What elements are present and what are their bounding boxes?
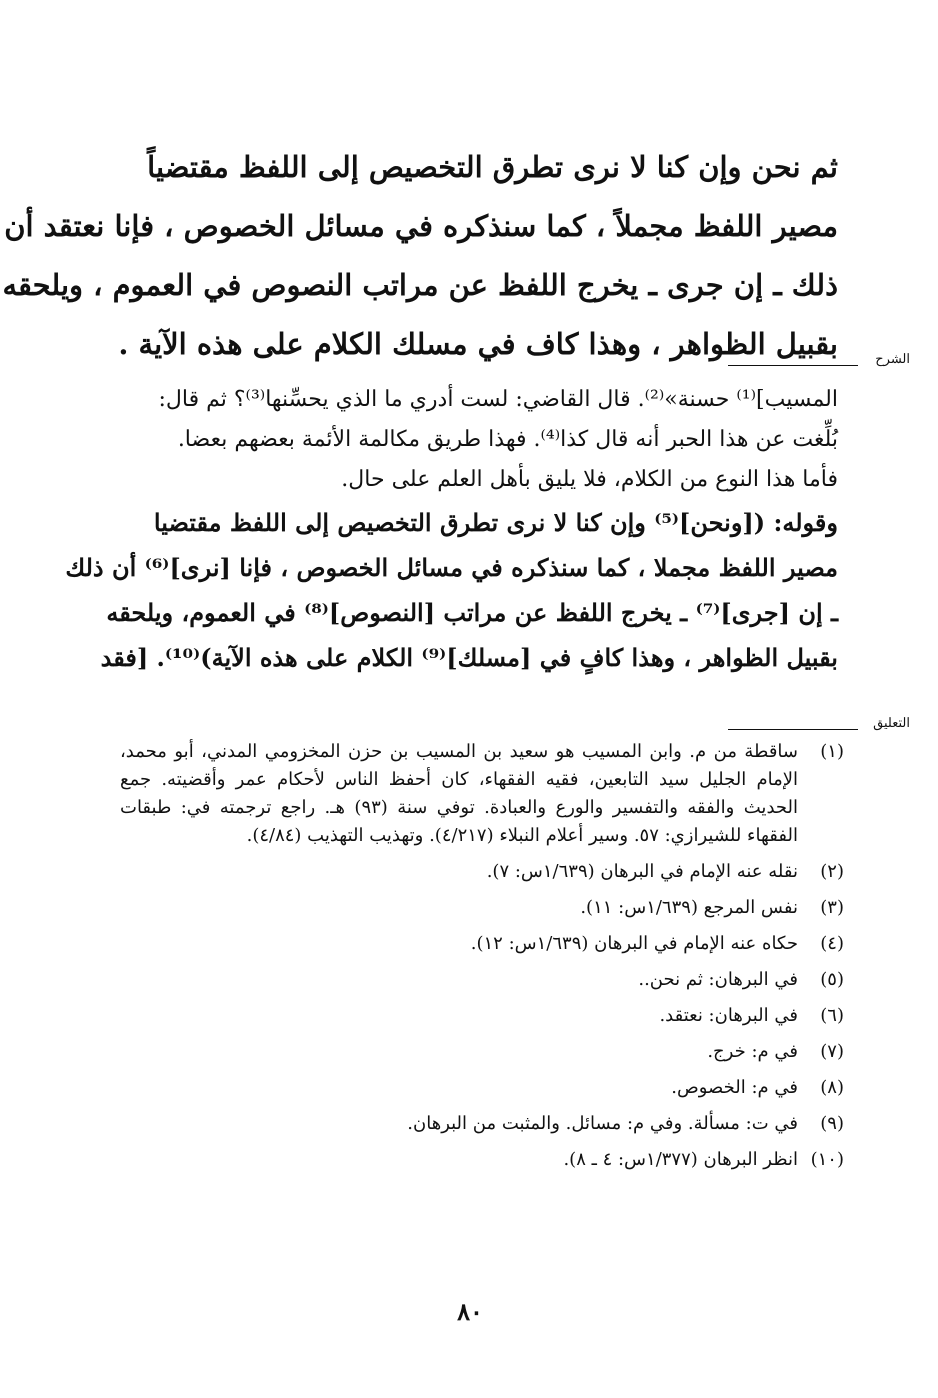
footnote-number: (٣)	[820, 897, 844, 918]
separator-rule	[728, 729, 858, 730]
footnote	[120, 1038, 844, 1066]
sharh-quoted-line: ـ إن [جرى]⁽⁷⁾ ـ يخرج اللفظ عن مراتب [النصوص]⁽⁸⁾ في العموم، ويلحقه	[106, 598, 838, 627]
taaliq-label: التعليق	[873, 716, 910, 731]
sharh-quoted-line: وقوله: ([ونحن]⁽⁵⁾ وإن كنا لا نرى تطرق التخصيص إلى اللفظ مقتضيا	[153, 508, 838, 537]
page-number: ٨٠	[457, 1297, 483, 1326]
footnote-text: حكاه عنه الإمام في البرهان (١/٦٣٩س: ١٢).	[470, 933, 798, 954]
sharh-section	[65, 380, 838, 680]
footnote-text: في م: خرج.	[707, 1041, 798, 1062]
sharh-quoted-line: مصير اللفظ مجملا ، كما سنذكره في مسائل الخصوص ، فإنا [نرى]⁽⁶⁾ أن ذلك	[65, 553, 838, 582]
footnote-text: في م: الخصوص.	[671, 1077, 798, 1098]
footnote-text: في البرهان: نعتقد.	[659, 1005, 798, 1026]
footnote	[120, 1002, 844, 1030]
footnote-number: (٩)	[820, 1113, 844, 1134]
footnote	[120, 894, 844, 922]
sharh-line: المسيب]⁽¹⁾ حسنة»⁽²⁾. قال القاضي: لست أدري ما الذي يحسِّنها⁽³⁾؟ ثم قال:	[158, 387, 838, 412]
footnote-text: انظر البرهان (١/٣٧٧س: ٤ ـ ٨).	[563, 1149, 798, 1170]
footnotes	[120, 738, 844, 1182]
footnote-text: نفس المرجع (١/٦٣٩س: ١١).	[580, 897, 798, 918]
sharh-line: بُلِّغت عن هذا الحبر أنه قال كذا⁽⁴⁾. فهذا طريق مكالمة الأئمة بعضهم بعضا.	[177, 427, 838, 452]
footnote	[120, 858, 844, 886]
footnote-number: (٢)	[820, 861, 844, 882]
main-text-line: ذلك ـ إن جرى ـ يخرج اللفظ عن مراتب النصوص في العموم ، ويلحقه	[2, 268, 838, 302]
footnote	[120, 1074, 844, 1102]
footnote-number: (٤)	[820, 933, 844, 954]
sharh-quoted-line: بقبيل الظواهر ، وهذا كافٍ في [مسلك]⁽⁹⁾ الكلام على هذه الآية)⁽¹⁰⁾. [فقد	[100, 643, 838, 672]
sharh-line: فأما هذا النوع من الكلام، فلا يليق بأهل العلم على حال.	[341, 467, 838, 492]
footnote	[120, 930, 844, 958]
sharh-separator	[0, 352, 938, 368]
footnote-number: (٨)	[820, 1077, 844, 1098]
footnote	[120, 1110, 844, 1138]
footnote-text: نقله عنه الإمام في البرهان (١/٦٣٩س: ٧).	[486, 861, 798, 882]
footnote-number: (١)	[820, 741, 844, 762]
main-text	[2, 138, 838, 374]
footnote	[120, 966, 844, 994]
footnote-number: (٧)	[820, 1041, 844, 1062]
sharh-label: الشرح	[875, 352, 910, 367]
footnote-text: في البرهان: ثم نحن..	[638, 969, 798, 990]
taaliq-separator	[0, 716, 938, 732]
main-text-line: بقبيل الظواهر ، وهذا كاف في مسلك الكلام على هذه الآية .	[118, 327, 838, 361]
footnote-number: (٥)	[820, 969, 844, 990]
footnote-text: ساقطة من م. وابن المسيب هو سعيد بن المسيب بن حزن المخزومي المدني، أبو محمد، الإمام الجليل سيد التابعين، فقيه الفقهاء، كان أحفظ الناس لأحكام عمر وأقضيته. جمع الحديث والفقه والتفسير والورع والعبادة. توفي سنة (٩٣) هـ. راجع ترجمته في: طبقات الفقهاء للشيرازي: ٥٧. وسير أعلام النبلاء (٤/٢١٧). وتهذيب التهذيب (٤/٨٤).	[120, 741, 798, 846]
footnote	[120, 738, 844, 850]
footnote-number: (١٠)	[810, 1149, 844, 1170]
main-text-line: مصير اللفظ مجملاً ، كما سنذكره في مسائل الخصوص ، فإنا نعتقد أن	[4, 209, 838, 243]
main-text-line: ثم نحن وإن كنا لا نرى تطرق التخصيص إلى اللفظ مقتضياً	[147, 150, 838, 184]
separator-rule	[728, 365, 858, 366]
footnote-number: (٦)	[820, 1005, 844, 1026]
footnote	[120, 1146, 844, 1174]
footnote-text: في ت: مسألة. وفي م: مسائل. والمثبت من البرهان.	[407, 1113, 798, 1134]
